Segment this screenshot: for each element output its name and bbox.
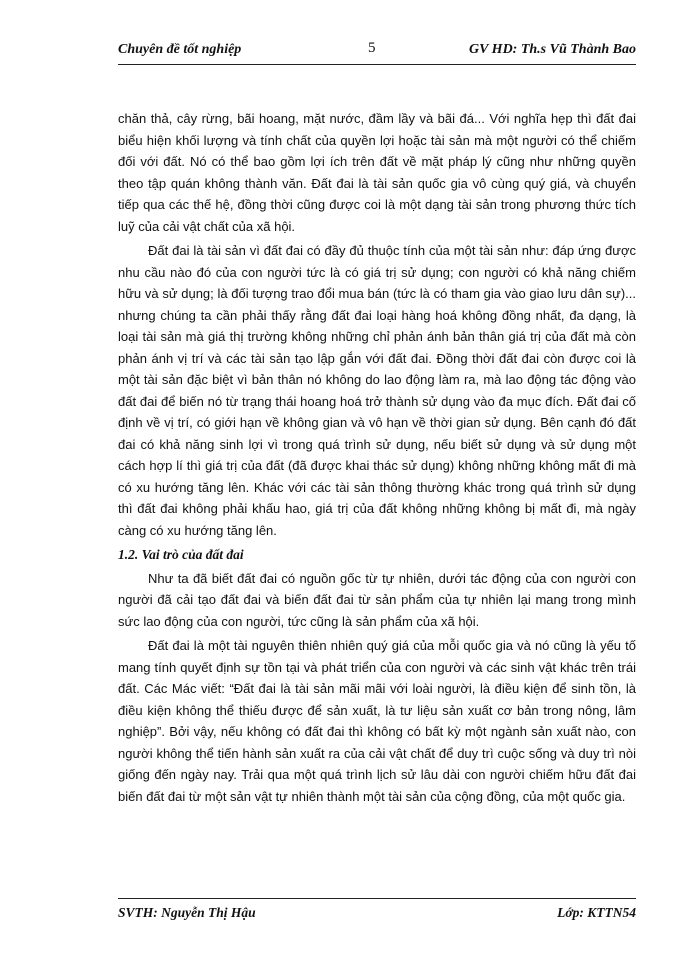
paragraph-3: Như ta đã biết đất đai có nguồn gốc từ tự nhiên, dưới tác động của con người con người đã cải tạo đất đai và biến đất đai từ sản phẩm của tự nhiên lại mang trong mình sức lao động của con người, tức cũng là sản phẩm của xã hội. (118, 570, 636, 629)
page-header (118, 38, 636, 65)
header-advisor: GV HD: Th.s Vũ Thành Bao (468, 42, 636, 57)
paragraph-1: chăn thả, cây rừng, bãi hoang, mặt nước, đầm lầy và bãi đá... Với nghĩa hẹp thì đất đai biểu hiện khối lượng và tính chất của quyền lợi hoặc tài sản mà một người có thể chiếm đối với đất. Nó có thể bao gồm lợi ích trên đất về mặt pháp lý cũng như những quyền theo tập quán không thành văn. Đất đai là tài sản quốc gia vô cùng quý giá, và chuyển tiếp qua các thế hệ, đồng thời cũng được coi là một dạng tài sản trong phương thức tích luỹ của cải vật chất của xã hội. (118, 111, 636, 234)
page-body (118, 108, 636, 810)
page-number: 5 (368, 40, 376, 56)
footer-student: SVTH: Nguyễn Thị Hậu (118, 905, 256, 920)
header-thesis-title: Chuyên đề tốt nghiệp (118, 42, 242, 57)
page-footer (118, 898, 636, 923)
paragraph-4: Đất đai là một tài nguyên thiên nhiên quý giá của mỗi quốc gia và nó cũng là yếu tố mang tính quyết định sự tồn tại và phát triển của con người và các sinh vật khác trên trái đất. Các Mác viết: “Đất đai là tài sản mãi mãi với loài người, là điều kiện để sinh tồn, là điều kiện không thể thiếu được để sản xuất, là tư liệu sản xuất cơ bản trong nông, lâm nghiệp”. Bởi vậy, nếu không có đất đai thì không có bất kỳ một ngành sản xuất nào, con người không thể tiến hành sản xuất ra của cải vật chất để duy trì cuộc sống và duy trì nòi giống đến ngày nay. Trải qua một quá trình lịch sử lâu dài con người chiếm hữu đất đai biến đất đai từ một sản vật tự nhiên thành một tài sản của cộng đồng, của một quốc gia. (118, 638, 636, 804)
section-heading: 1.2. Vai trò của đất đai (118, 547, 244, 562)
paragraph-2: Đất đai là tài sản vì đất đai có đầy đủ thuộc tính của một tài sản như: đáp ứng được nhu cầu nào đó của con người tức là có giá trị sử dụng; con người có khả năng chiếm hữu và sử dụng; là đối tượng trao đổi mua bán (tức là có tham gia vào giao lưu dân sự)... nhưng chúng ta cần phải thấy rằng đất đai loại hàng hoá không đồng nhất, đa dạng, là loại tài sản mà giá thị trường không những chỉ phản ánh bản thân giá trị của đất mà còn phản ánh vị trí và các tài sản tạo lập gắn với đất đai. Đồng thời đất đai còn được coi là một tài sản đặc biệt vì bản thân nó không do lao động làm ra, mà lao động tác động vào đất đai để biến nó từ trạng thái hoang hoá trở thành sử dụng vào đa mục đích. Đất đai cố định về vị trí, có giới hạn về không gian và vô hạn về thời gian sử dụng. Bên cạnh đó đất đai có khả năng sinh lợi vì trong quá trình sử dụng, nếu biết sử dụng và sử dụng một cách hợp lí thì giá trị của đất (đã được khai thác sử dụng) không những không mất đi mà có xu hướng tăng lên. Khác với các tài sản thông thường khác trong quá trình sử dụng thì đất đai không phải khấu hao, giá trị của đất không những không bị mất đi, mà ngày càng có xu hướng tăng lên. (118, 243, 636, 538)
footer-class: Lớp: KTTN54 (557, 905, 636, 920)
